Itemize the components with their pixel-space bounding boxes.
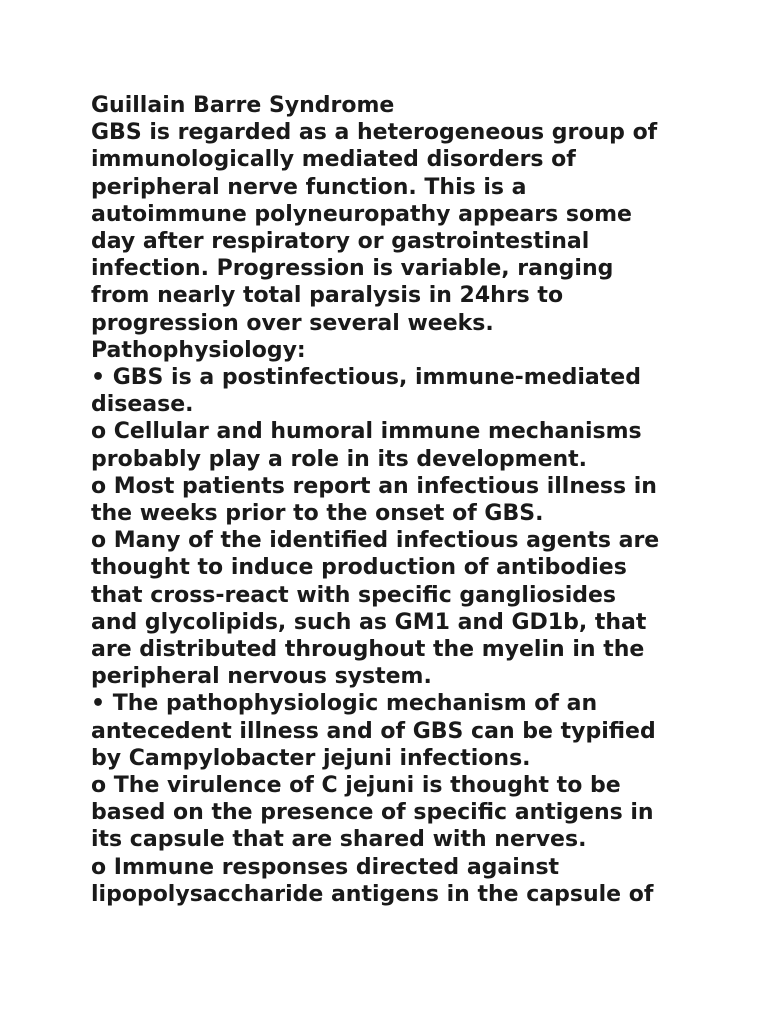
document-title: Guillain Barre Syndrome <box>91 93 395 118</box>
body-line: from nearly total paralysis in 24hrs to <box>91 283 564 309</box>
body-line: and glycolipids, such as GM1 and GD1b, that <box>91 609 647 635</box>
body-line: its capsule that are shared with nerves. <box>91 827 587 853</box>
document-page <box>91 92 691 908</box>
sub-bullet-item: o Immune responses directed against <box>91 854 560 880</box>
body-line: that cross-react with specific gangliosides <box>91 582 617 608</box>
body-line: autoimmune polyneuropathy appears some <box>91 201 632 227</box>
body-line: the weeks prior to the onset of GBS. <box>91 501 544 527</box>
body-line: infection. Progression is variable, ranging <box>91 256 614 282</box>
body-line: by Campylobacter jejuni infections. <box>91 745 531 771</box>
bullet-item: • The pathophysiologic mechanism of an <box>91 691 598 717</box>
body-line: GBS is regarded as a heterogeneous group of <box>91 120 658 146</box>
body-line: probably play a role in its development. <box>91 446 588 472</box>
section-heading: Pathophysiology: <box>91 337 306 363</box>
body-line: are distributed throughout the myelin in the <box>91 637 645 663</box>
body-line: progression over several weeks. <box>91 310 494 336</box>
body-line: thought to induce production of antibodies <box>91 555 627 581</box>
sub-bullet-item: o The virulence of C jejuni is thought to be <box>91 773 621 799</box>
sub-bullet-item: o Cellular and humoral immune mechanisms <box>91 419 642 445</box>
body-line: day after respiratory or gastrointestinal <box>91 229 590 255</box>
sub-bullet-item: o Most patients report an infectious illness in <box>91 473 657 499</box>
bullet-item: • GBS is a postinfectious, immune-mediated <box>91 365 641 391</box>
body-line: disease. <box>91 392 194 418</box>
body-line: peripheral nervous system. <box>91 664 432 690</box>
body-line: immunologically mediated disorders of <box>91 147 576 173</box>
body-line: lipopolysaccharide antigens in the capsule of <box>91 881 654 907</box>
body-line: antecedent illness and of GBS can be typified <box>91 718 656 744</box>
body-line: based on the presence of specific antigens in <box>91 800 654 826</box>
body-line: peripheral nerve function. This is a <box>91 174 527 200</box>
sub-bullet-item: o Many of the identified infectious agents are <box>91 528 660 554</box>
